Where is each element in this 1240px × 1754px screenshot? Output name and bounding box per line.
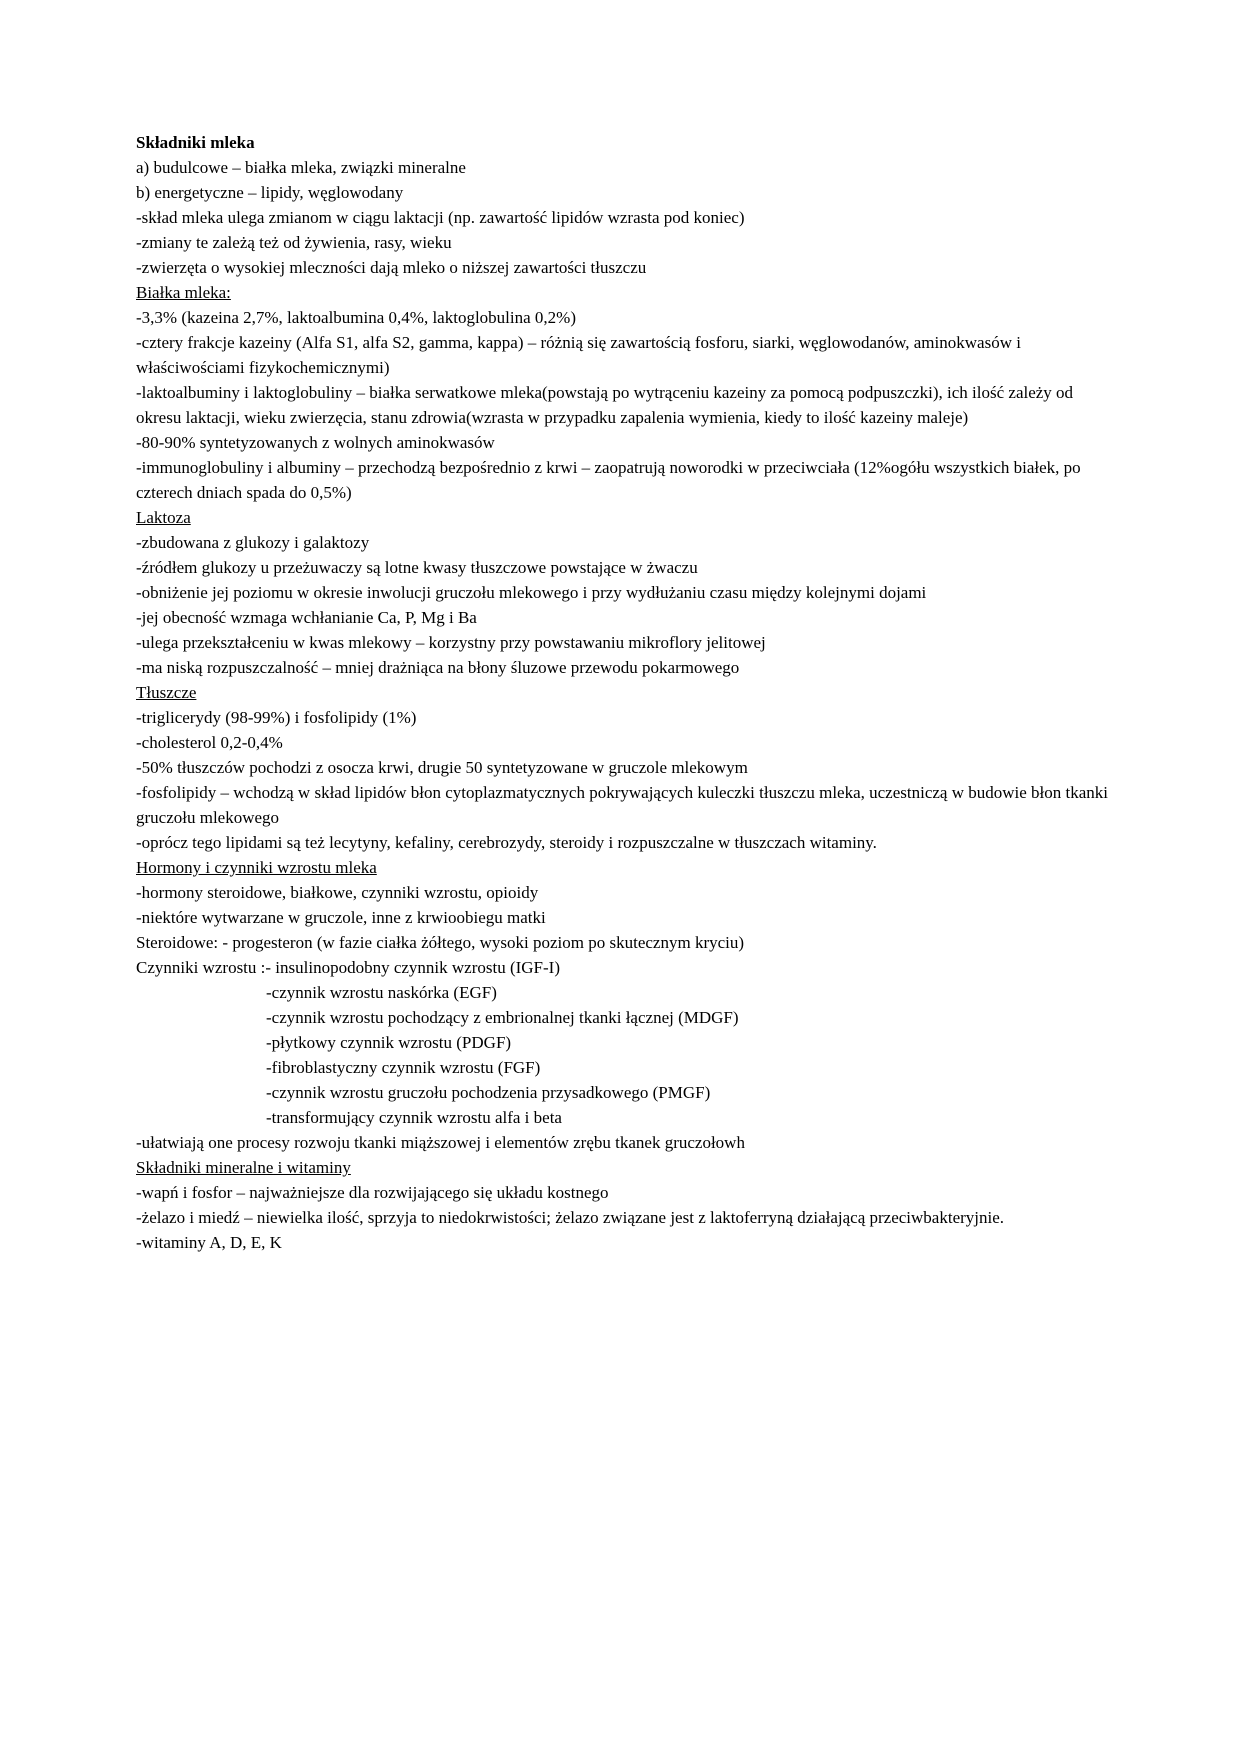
- text-line: -żelazo i miedź – niewielka ilość, sprzyja to niedokrwistości; żelazo związane jest z laktoferryną działającą przeciwbakteryjnie.: [136, 1208, 1005, 1227]
- section-heading: Tłuszcze: [136, 683, 197, 702]
- text-line: -hormony steroidowe, białkowe, czynniki wzrostu, opioidy: [136, 883, 539, 902]
- text-line: -skład mleka ulega zmianom w ciągu laktacji (np. zawartość lipidów wzrasta pod koniec): [136, 208, 745, 227]
- text-line: -triglicerydy (98-99%) i fosfolipidy (1%): [136, 708, 417, 727]
- text-line: -50% tłuszczów pochodzi z osocza krwi, drugie 50 syntetyzowane w gruczole mlekowym: [136, 758, 748, 777]
- text-line: -ułatwiają one procesy rozwoju tkanki miąższowej i elementów zrębu tkanek gruczołowh: [136, 1133, 745, 1152]
- text-line: -cholesterol 0,2-0,4%: [136, 733, 283, 752]
- indented-list-item: -czynnik wzrostu gruczołu pochodzenia przysadkowego (PMGF): [266, 1083, 711, 1102]
- indented-list-item: -transformujący czynnik wzrostu alfa i beta: [266, 1108, 562, 1127]
- text-line: -obniżenie jej poziomu w okresie inwolucji gruczołu mlekowego i przy wydłużaniu czasu między kolejnymi dojami: [136, 583, 927, 602]
- text-line: -ma niską rozpuszczalność – mniej drażniąca na błony śluzowe przewodu pokarmowego: [136, 658, 740, 677]
- text-line: -fosfolipidy – wchodzą w skład lipidów błon cytoplazmatycznych pokrywających kuleczki tłuszczu mleka, uczestniczą w budowie błon tkanki gruczołu mlekowego: [136, 783, 1113, 827]
- section-heading: Laktoza: [136, 508, 191, 527]
- text-line: -ulega przekształceniu w kwas mlekowy – korzystny przy powstawaniu mikroflory jelitowej: [136, 633, 766, 652]
- indented-list-item: -czynnik wzrostu naskórka (EGF): [266, 983, 497, 1002]
- text-line: -80-90% syntetyzowanych z wolnych aminokwasów: [136, 433, 495, 452]
- text-line: -3,3% (kazeina 2,7%, laktoalbumina 0,4%, laktoglobulina 0,2%): [136, 308, 576, 327]
- text-line: -źródłem glukozy u przeżuwaczy są lotne kwasy tłuszczowe powstające w żwaczu: [136, 558, 698, 577]
- text-line: Steroidowe: - progesteron (w fazie ciałka żółtego, wysoki poziom po skutecznym kryciu): [136, 933, 745, 952]
- text-line: -niektóre wytwarzane w gruczole, inne z krwioobiegu matki: [136, 908, 546, 927]
- text-line: b) energetyczne – lipidy, węglowodany: [136, 183, 404, 202]
- text-line: -immunoglobuliny i albuminy – przechodzą bezpośrednio z krwi – zaopatrują noworodki w przeciwciała (12%ogółu wszystkich białek, po czterech dniach spada do 0,5%): [136, 458, 1085, 502]
- text-line: -laktoalbuminy i laktoglobuliny – białka serwatkowe mleka(powstają po wytrąceniu kazeiny za pomocą podpuszczki), ich ilość zależy od okresu laktacji, wieku zwierzęcia, stanu zdrowia(wzrasta w przypadku zapalenia wymienia, kiedy to ilość kazeiny maleje): [136, 383, 1078, 427]
- text-line: -witaminy A, D, E, K: [136, 1233, 282, 1252]
- indented-list-item: -czynnik wzrostu pochodzący z embrionalnej tkanki łącznej (MDGF): [266, 1008, 739, 1027]
- text-line: -zbudowana z glukozy i galaktozy: [136, 533, 370, 552]
- text-line: Czynniki wzrostu :- insulinopodobny czynnik wzrostu (IGF-I): [136, 958, 560, 977]
- document-body: [136, 130, 1114, 1255]
- text-line: -jej obecność wzmaga wchłanianie Ca, P, Mg i Ba: [136, 608, 477, 627]
- section-heading: Hormony i czynniki wzrostu mleka: [136, 858, 377, 877]
- indented-list-item: -płytkowy czynnik wzrostu (PDGF): [266, 1033, 512, 1052]
- text-line: a) budulcowe – białka mleka, związki mineralne: [136, 158, 466, 177]
- text-line: -wapń i fosfor – najważniejsze dla rozwijającego się układu kostnego: [136, 1183, 609, 1202]
- text-line: -oprócz tego lipidami są też lecytyny, kefaliny, cerebrozydy, steroidy i rozpuszczalne w tłuszczach witaminy.: [136, 833, 877, 852]
- text-line: -zmiany te zależą też od żywienia, rasy, wieku: [136, 233, 452, 252]
- document-title: Składniki mleka: [136, 133, 255, 152]
- text-line: -zwierzęta o wysokiej mleczności dają mleko o niższej zawartości tłuszczu: [136, 258, 647, 277]
- indented-list-item: -fibroblastyczny czynnik wzrostu (FGF): [266, 1058, 541, 1077]
- text-line: -cztery frakcje kazeiny (Alfa S1, alfa S2, gamma, kappa) – różnią się zawartością fosforu, siarki, węglowodanów, aminokwasów i właściwościami fizykochemicznymi): [136, 333, 1026, 377]
- section-heading: Białka mleka:: [136, 283, 231, 302]
- section-heading: Składniki mineralne i witaminy: [136, 1158, 351, 1177]
